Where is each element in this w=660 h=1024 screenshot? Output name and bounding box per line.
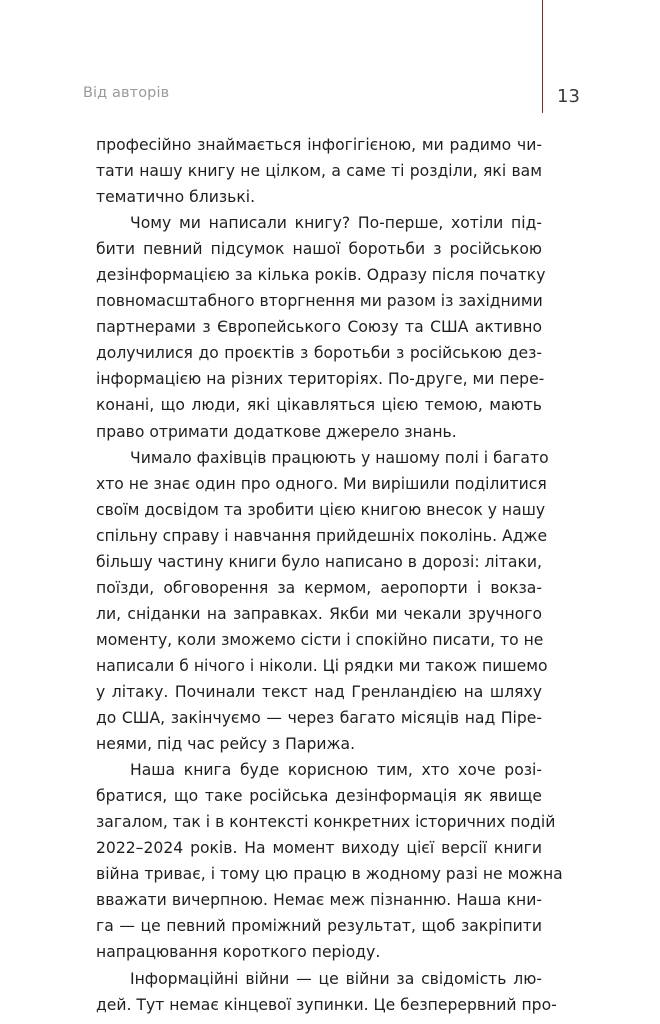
text-line: долучилися до проєктів з боротьби з російською дез- — [96, 344, 542, 363]
text-line: війна триває, і тому цю працю в жодному разі не можна — [96, 865, 563, 884]
page-number: 13 — [557, 86, 580, 107]
text-line: професійно знаймається інфогігієною, ми радимо чи- — [96, 136, 542, 154]
running-head: Від авторів — [83, 85, 170, 101]
text-line: більшу частину книги було написано в дорозі: літаки, — [96, 552, 542, 571]
text-line: у літаку. Починали текст над Гренландією на шляху — [96, 682, 542, 701]
text-line: написали б нічого і ніколи. Ці рядки ми також пишемо — [96, 656, 548, 675]
text-line: хто не знає один про одного. Ми вирішили поділитися — [96, 474, 547, 493]
paragraph — [96, 132, 542, 210]
text-line: напрацювання короткого періоду. — [96, 943, 381, 962]
text-line: конані, що люди, які цікавляться цією темою, мають — [96, 396, 542, 415]
text-line: неями, під час рейсу з Парижа. — [96, 735, 356, 754]
text-line: дезінформацією за кілька років. Одразу після початку — [96, 266, 546, 285]
text-line: загалом, так і в контексті конкретних історичних подій — [96, 813, 556, 832]
text-line: своїм досвідом та зробити цією книгою внесок у нашу — [96, 500, 546, 519]
text-line: Чимало фахівців працюють у нашому полі і багато — [130, 448, 549, 467]
text-line: Інформаційні війни — це війни за свідомість лю- — [130, 969, 542, 988]
text-line: право отримати додаткове джерело знань. — [96, 422, 457, 441]
text-line: до США, закінчуємо — через багато місяців над Піре- — [96, 709, 542, 728]
margin-rule — [542, 0, 543, 113]
text-line: Наша книга буде корисною тим, хто хоче розі- — [130, 761, 542, 780]
text-line: га — це певний проміжний результат, щоб закріпити — [96, 917, 542, 936]
text-line: 2022–2024 років. На момент виходу цієї версії книги — [96, 839, 542, 858]
text-line: партнерами з Європейського Союзу та США активно — [96, 318, 542, 337]
text-line: моменту, коли зможемо сісти і спокійно писати, то не — [96, 630, 544, 649]
paragraph — [96, 210, 546, 444]
text-line: повномасштабного вторгнення ми разом із західними — [96, 292, 543, 311]
text-line: Чому ми написали книгу? По-перше, хотіли під- — [130, 214, 542, 233]
text-line: бити певний підсумок нашої боротьби з російською — [96, 240, 542, 259]
text-line: дей. Тут немає кінцевої зупинки. Це безперервний про- — [96, 995, 557, 1014]
text-line: поїзди, обговорення за кермом, аеропорти і вокза- — [96, 578, 542, 597]
paragraph — [96, 757, 563, 965]
paragraph — [96, 966, 557, 1018]
text-line: вважати вичерпною. Немає меж пізнанню. Наша кни- — [96, 891, 542, 910]
paragraph — [96, 445, 549, 758]
text-line: братися, що таке російська дезінформація як явище — [96, 787, 542, 806]
text-line: тати нашу книгу не цілком, а саме ті розділи, які вам — [96, 162, 542, 181]
text-line: інформацією на різних територіях. По-друге, ми пере- — [96, 370, 545, 389]
text-line: тематично близькі. — [96, 188, 256, 207]
text-line: ли, сніданки на заправках. Якби ми чекали зручного — [96, 604, 542, 623]
body-text — [96, 132, 563, 1018]
text-line: спільну справу і навчання прийдешніх поколінь. Адже — [96, 526, 548, 545]
